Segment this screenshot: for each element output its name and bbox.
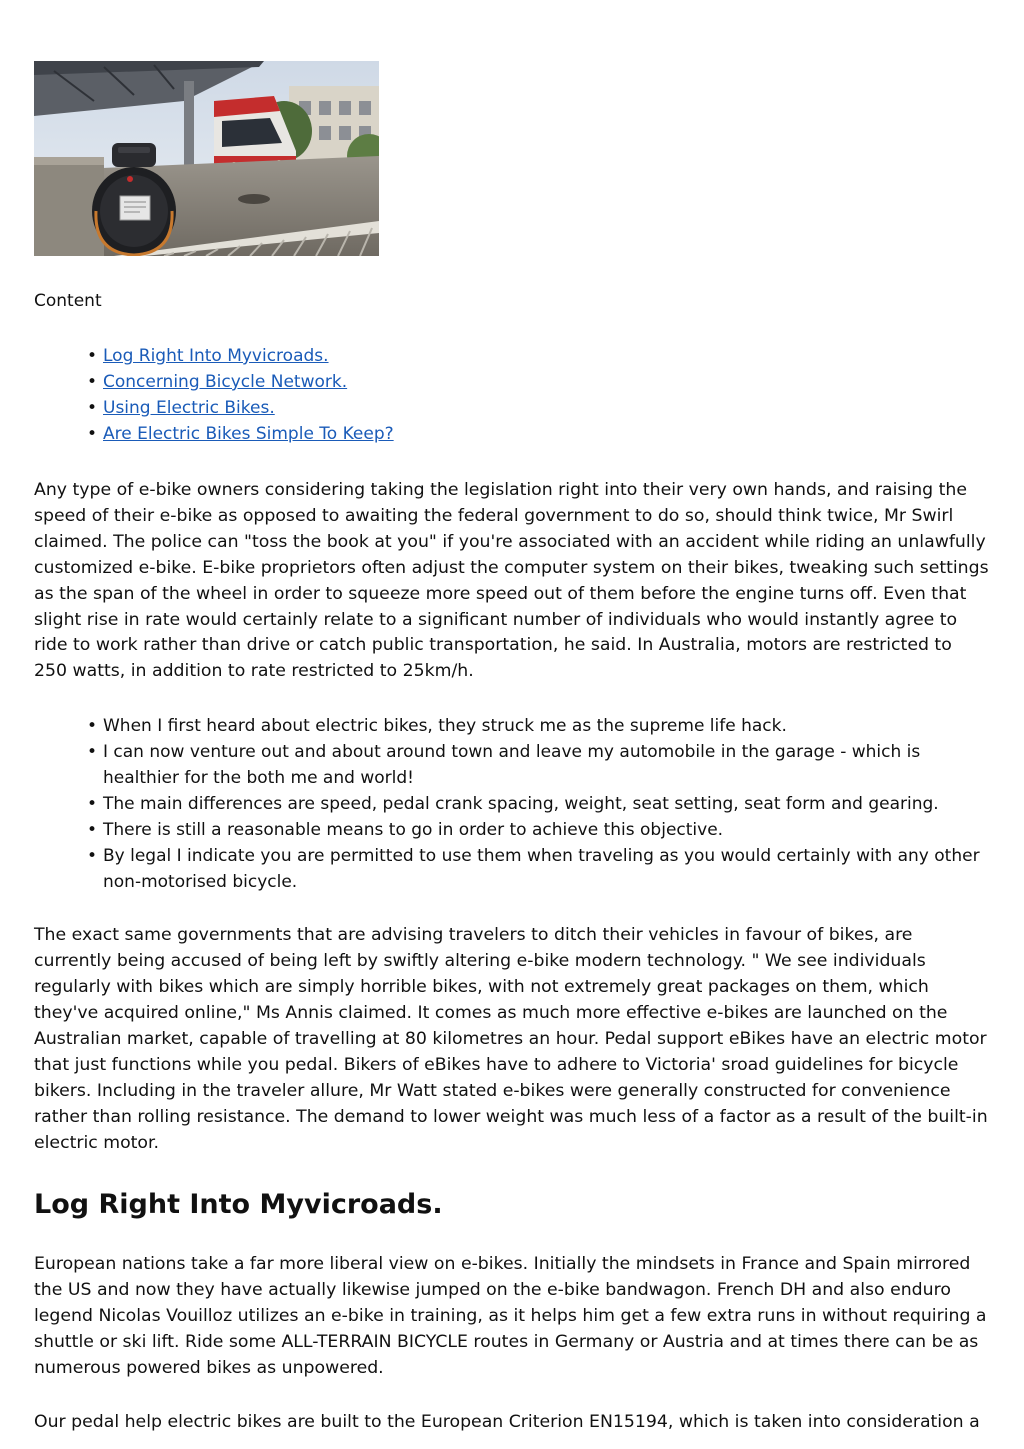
list-item: • There is still a reasonable means to go in order to achieve this objective.	[103, 817, 990, 843]
paragraph: European nations take a far more liberal view on e-bikes. Initially the mindsets in France and Spain mirrored the US and now they have actually likewise jumped on the e-bike bandwagon. French DH and also enduro legend Nicolas Vouilloz utilizes an e-bike in training, as it helps him get a few extra runs in without requiring a shuttle or ski lift. Ride some ALL-TERRAIN BICYCLE routes in Germany or Austria and at times there can be as numerous powered bikes as unpowered.	[34, 1254, 987, 1379]
table-of-contents	[34, 343, 990, 447]
list-item: • By legal I indicate you are permitted to use them when traveling as you would certainly with any other non-motorised bicycle.	[103, 843, 990, 895]
toc-link-log-right-into-myvicroads[interactable]: Log Right Into Myvicroads.	[103, 346, 329, 366]
article	[34, 61, 990, 1436]
toc-item	[103, 343, 990, 369]
paragraph: Any type of e-bike owners considering taking the legislation right into their very own hands, and raising the speed of their e-bike as opposed to awaiting the federal government to do so, should think twice, Mr Swirl claimed. The police can "toss the book at you" if you're associated with an accident while riding an unlawfully customized e-bike. E-bike proprietors often adjust the computer system on their bikes, tweaking such settings as the span of the wheel in order to squeeze more speed out of them before the engine turns off. Even that slight rise in rate would certainly relate to a significant number of individuals who would instantly agree to ride to work rather than drive or catch public transportation, he said. In Australia, motors are restricted to 250 watts, in addition to rate restricted to 25km/h.	[34, 480, 989, 682]
toc-item	[103, 395, 990, 421]
list-item: • The main differences are speed, pedal crank spacing, weight, seat setting, seat form and gearing.	[103, 791, 990, 817]
toc-link-concerning-bicycle-network[interactable]: Concerning Bicycle Network.	[103, 372, 348, 392]
hero-image	[34, 61, 379, 256]
section-heading: Log Right Into Myvicroads.	[34, 1189, 443, 1221]
toc-label: Content	[34, 291, 102, 311]
bullet-list	[34, 713, 990, 895]
paragraph: Our pedal help electric bikes are built to the European Criterion EN15194, which is taken into consideration a	[34, 1411, 980, 1432]
toc-link-using-electric-bikes[interactable]: Using Electric Bikes.	[103, 398, 275, 418]
toc-item	[103, 421, 990, 447]
toc-link-are-electric-bikes-simple-to-keep[interactable]: Are Electric Bikes Simple To Keep?	[103, 424, 394, 444]
list-item: • When I first heard about electric bikes, they struck me as the supreme life hack.	[103, 713, 990, 739]
list-item: • I can now venture out and about around town and leave my automobile in the garage - which is healthier for the both me and world!	[103, 739, 990, 791]
paragraph: The exact same governments that are advising travelers to ditch their vehicles in favour of bikes, are currently being accused of being left by swiftly altering e-bike modern technology. " We see individuals regularly with bikes which are simply horrible bikes, with not extremely great packages on them, which they've acquired online," Ms Annis claimed. It comes as much more effective e-bikes are launched on the Australian market, capable of travelling at 80 kilometres an hour. Pedal support eBikes have an electric motor that just functions while you pedal. Bikers of eBikes have to adhere to Victoria' sroad guidelines for bicycle bikers. Including in the traveler allure, Mr Watt stated e-bikes were generally constructed for convenience rather than rolling resistance. The demand to lower weight was much less of a factor as a result of the built-in electric motor.	[34, 925, 988, 1153]
toc-item	[103, 369, 990, 395]
train-station-photo	[34, 61, 379, 256]
